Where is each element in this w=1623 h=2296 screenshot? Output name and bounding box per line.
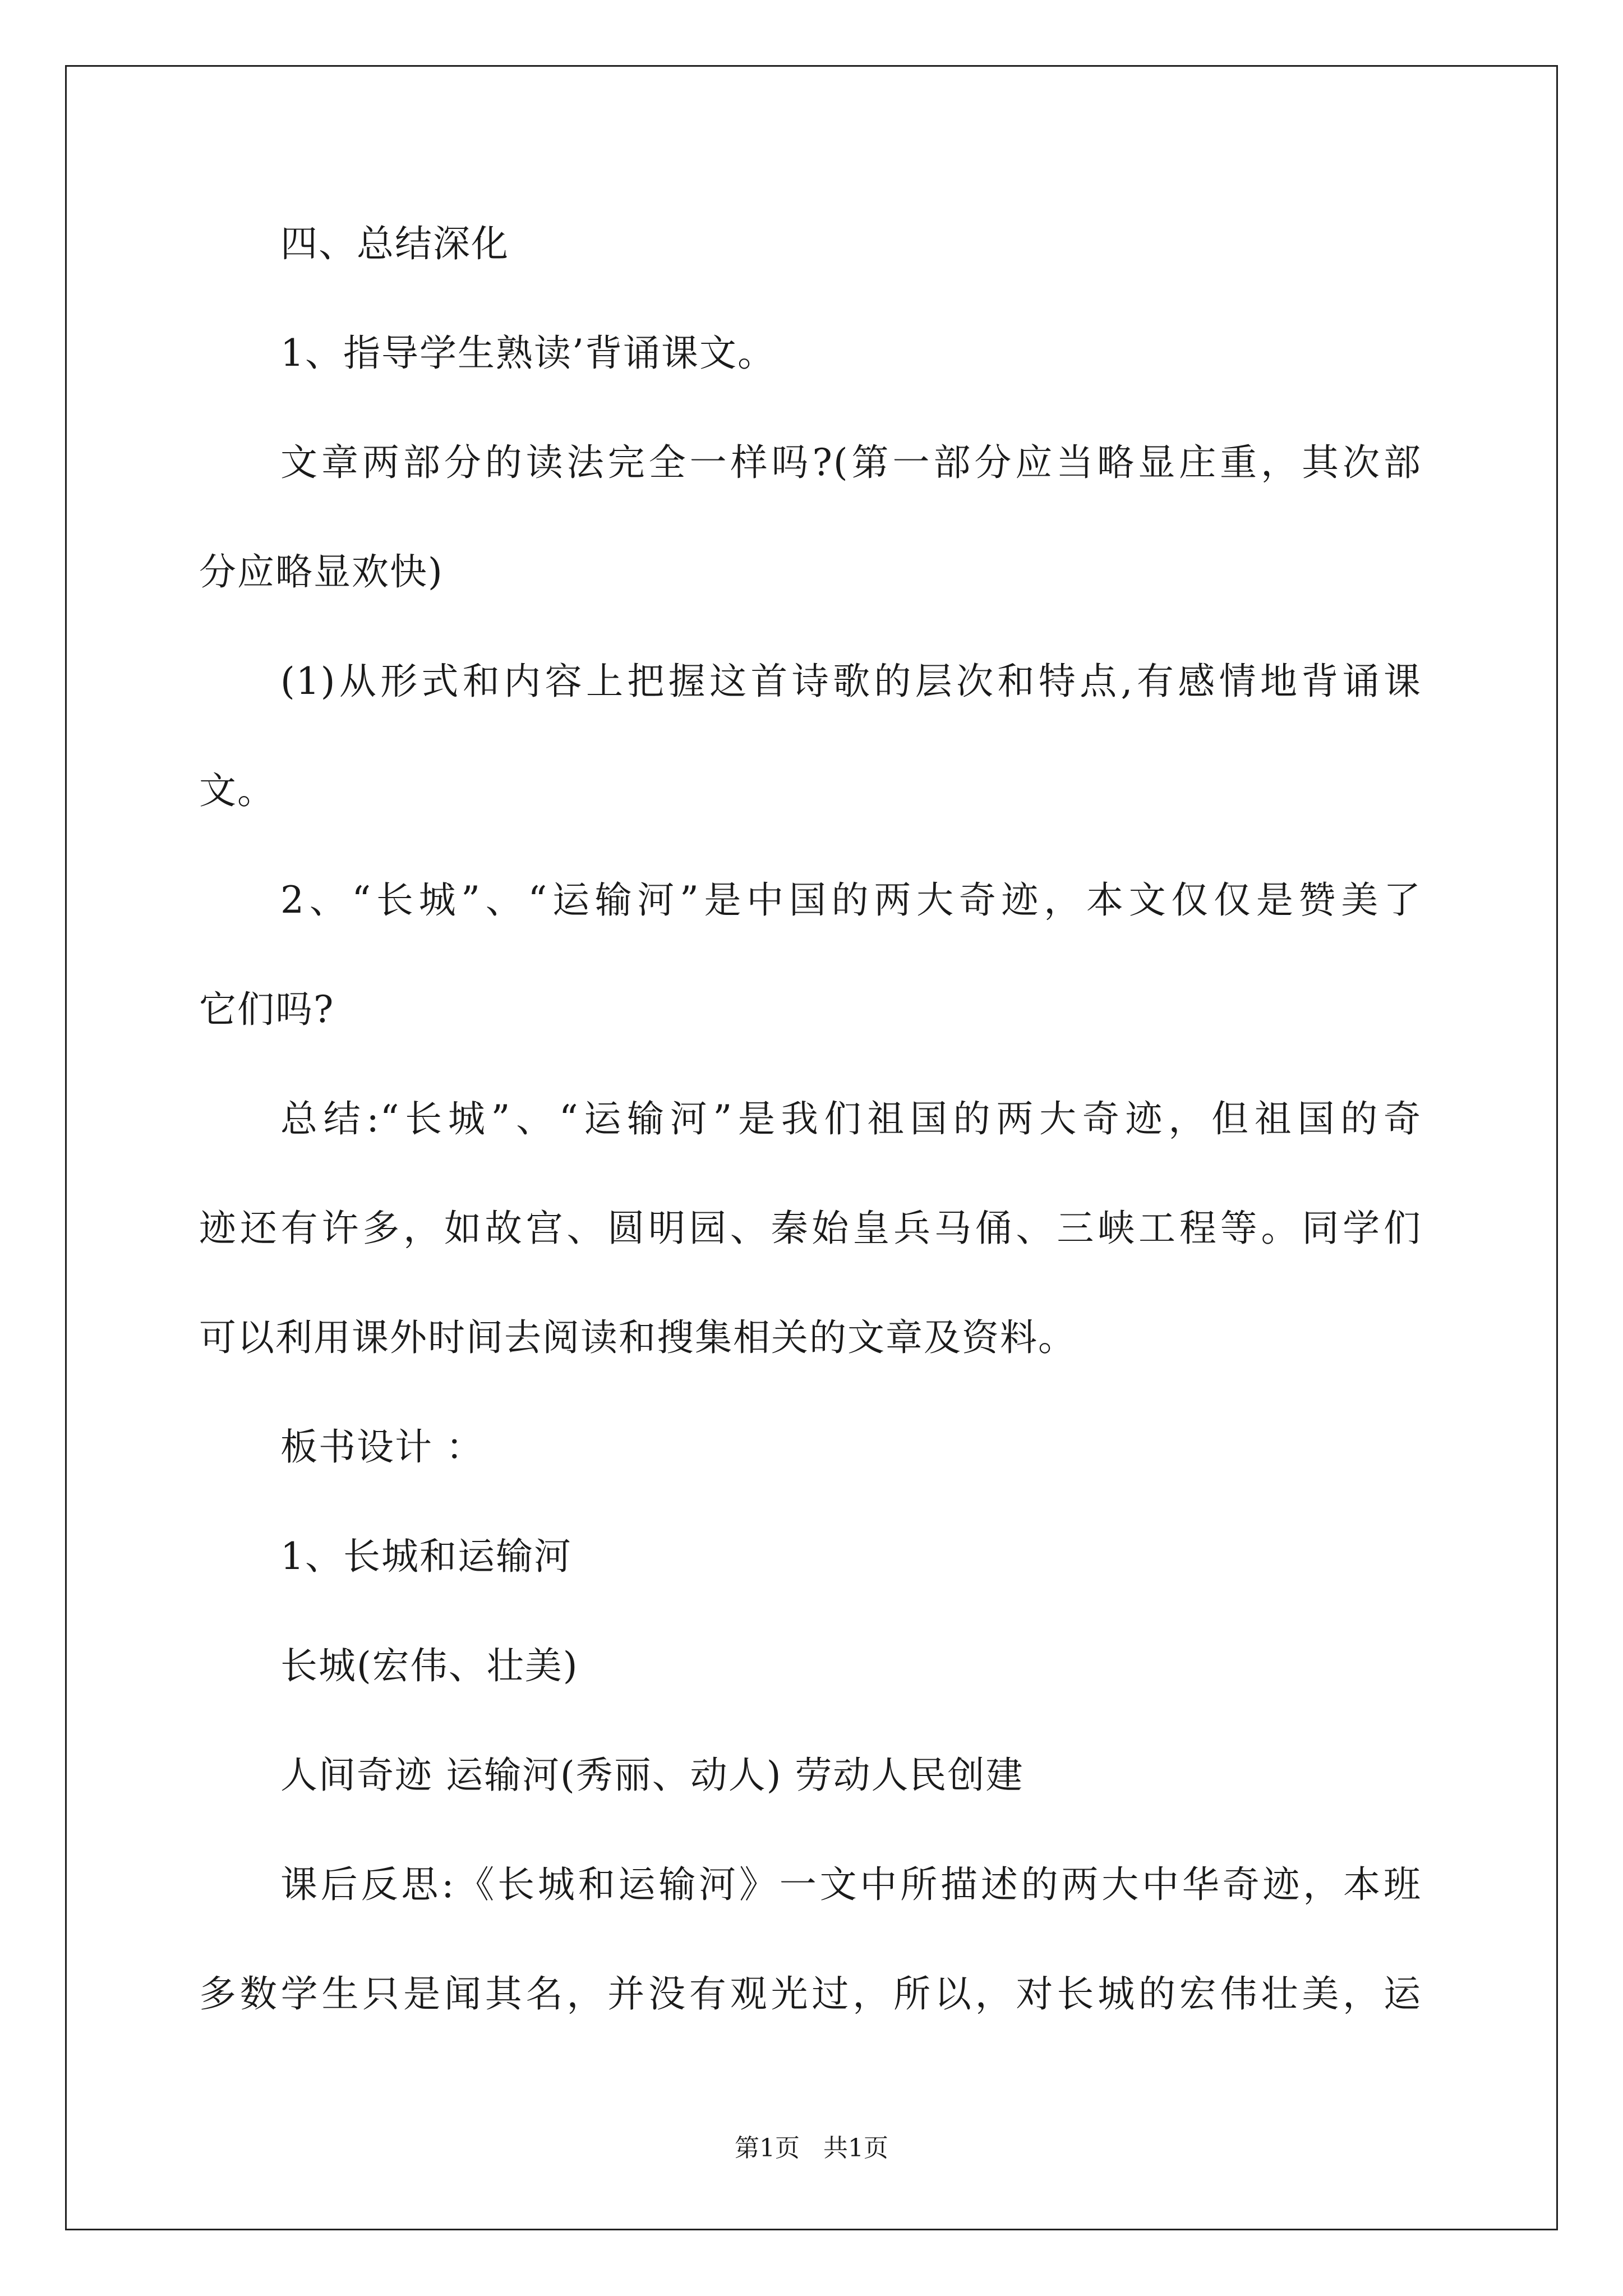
section-heading: 四、总结深化 (280, 222, 509, 265)
blackboard-design-line: 长城(宏伟、壮美) (280, 1644, 579, 1687)
paragraph-line: 1、指导学生熟读’背诵课文。 (280, 332, 776, 375)
paragraph-line: 总结:“长城”、“运输河”是我们祖国的两大奇迹，但祖国的奇 (280, 1097, 1422, 1140)
page-total: 共1页 (823, 2134, 888, 2162)
reflection-line: 课后反思:《长城和运输河》一文中所描述的两大中华奇迹，本班 (280, 1863, 1422, 1906)
paragraph-line: 可以利用课外时间去阅读和搜集相关的文章及资料。 (199, 1316, 1076, 1359)
paragraph-line: 它们吗? (199, 988, 335, 1031)
paragraph-line: 文章两部分的读法完全一样吗?(第一部分应当略显庄重，其次部 (280, 441, 1422, 484)
paragraph-line: 分应略显欢快) (199, 550, 444, 593)
page-number: 第1页 (735, 2134, 800, 2162)
reflection-line: 多数学生只是闻其名，并没有观光过，所以，对长城的宏伟壮美，运 (199, 1972, 1422, 2016)
blackboard-design-title: 1、长城和运输河 (280, 1535, 572, 1578)
blackboard-design-heading: 板书设计 ： (280, 1425, 484, 1469)
page-footer (0, 2132, 1623, 2165)
blackboard-design-line: 人间奇迹 运输河(秀丽、动人) 劳动人民创建 (280, 1754, 1024, 1797)
paragraph-line: (1)从形式和内容上把握这首诗歌的层次和特点,有感情地背诵课 (280, 660, 1422, 703)
paragraph-line: 迹还有许多，如故宫、圆明园、秦始皇兵马俑、三峡工程等。同学们 (199, 1207, 1422, 1250)
paragraph-line: 文。 (199, 769, 275, 812)
paragraph-line: 2、“长城”、“运输河”是中国的两大奇迹，本文仅仅是赞美了 (280, 878, 1422, 922)
